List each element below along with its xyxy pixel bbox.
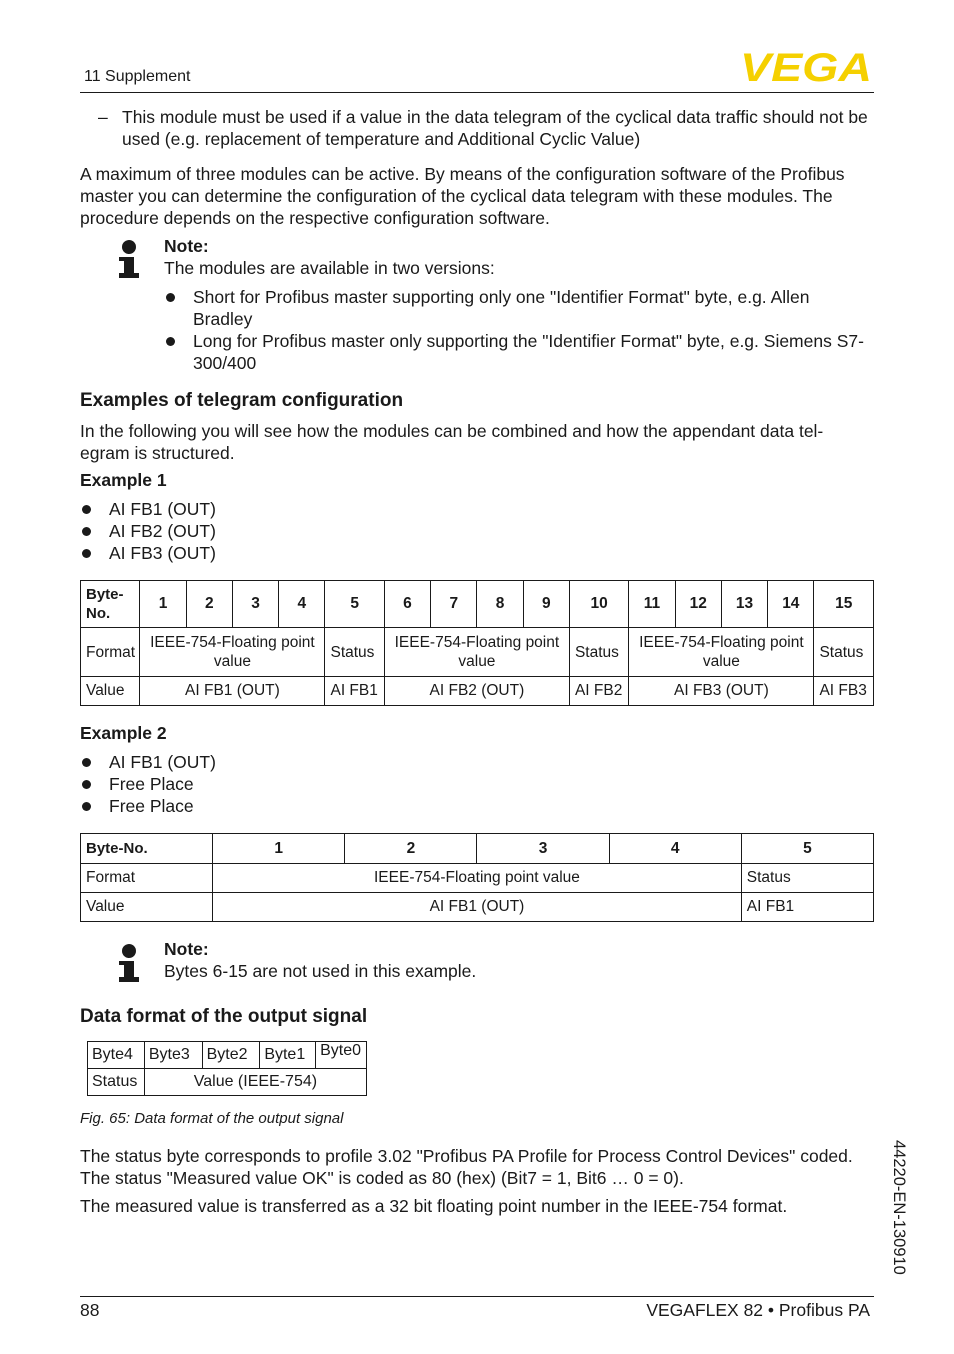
footer-rule [80, 1296, 874, 1297]
example2-table [80, 833, 874, 922]
table-header-row [88, 1042, 367, 1069]
dash-list-item [80, 106, 870, 150]
example1-table [80, 580, 874, 706]
svg-text:VEGA: VEGA [740, 50, 872, 84]
info-icon [119, 240, 139, 280]
list-item: AI FB3 (OUT) [80, 542, 216, 564]
float-cell: IEEE-754-Floating point value [629, 628, 814, 677]
note-bullets [164, 286, 864, 374]
value-cell: AI FB2 [569, 677, 628, 706]
byte-cell: 1 [140, 581, 186, 628]
list-item: Free Place [80, 773, 216, 795]
status-paragraph: The status byte corresponds to profile 3.02 "Profibus PA Profile for Process Control Devices" coded. The status "Measured value OK" is coded as 80 (hex) (Bit7 = 1, Bit6 … 0 = 0). [80, 1146, 853, 1188]
byte-cell: 9 [523, 581, 569, 628]
byte-cell: 3 [232, 581, 278, 628]
format-label: Format [81, 864, 213, 893]
note-title: Note: [164, 236, 209, 256]
value-cell: AI FB2 (OUT) [384, 677, 569, 706]
status-cell: Status [325, 628, 384, 677]
table-header-row [81, 581, 874, 628]
product-name: VEGAFLEX 82 • Profibus PA [646, 1300, 870, 1320]
status-cell: Status [741, 864, 873, 893]
byte-cell: 4 [609, 834, 741, 864]
vega-logo [740, 50, 874, 84]
intro-paragraph: A maximum of three modules can be active. By means of the configuration software of the Profibus master you can determine the configuration of the cyclical data telegram with these modules. The procedure depends on the respective configuration software. [80, 164, 845, 228]
output-heading: Data format of the output signal [80, 1006, 368, 1027]
byte-cell: Byte3 [144, 1042, 202, 1069]
byte-no-label: Byte-No. [81, 834, 213, 864]
document-id: 44220-EN-130910 [890, 1140, 908, 1275]
note-title: Note: [164, 939, 209, 959]
examples-heading: Examples of telegram configuration [80, 390, 404, 411]
value-label: Value [81, 677, 140, 706]
byte-cell: 5 [741, 834, 873, 864]
status-cell: Status [569, 628, 628, 677]
table-row [81, 893, 874, 922]
example1-heading: Example 1 [80, 470, 167, 490]
byte-cell: Byte1 [260, 1042, 316, 1069]
status-cell: Status [88, 1069, 145, 1096]
float-cell: IEEE-754-Floating point value [140, 628, 325, 677]
byte-cell: 1 [213, 834, 345, 864]
status-cell: Status [814, 628, 874, 677]
byte-cell: 10 [569, 581, 628, 628]
info-icon [119, 944, 139, 984]
byte-cell: 5 [325, 581, 384, 628]
page-number: 88 [80, 1300, 100, 1320]
list-item: AI FB1 (OUT) [80, 498, 216, 520]
list-item: Short for Profibus master supporting only one "Identifier Format" byte, e.g. Allen Bradley [164, 286, 864, 330]
value-cell: Value (IEEE-754) [144, 1069, 366, 1096]
section-label: 11 Supplement [84, 68, 191, 85]
value-label: Value [81, 893, 213, 922]
table-row [81, 864, 874, 893]
example2-heading: Example 2 [80, 723, 167, 743]
dash-item-text: This module must be used if a value in the data telegram of the cyclical data traffic should not be used (e.g. replacement of temperature and Additional Cyclic Value) [122, 107, 868, 149]
list-item: Free Place [80, 795, 216, 817]
byte-cell: 13 [721, 581, 767, 628]
float-cell: IEEE-754-Floating point value [213, 864, 742, 893]
example1-list [80, 498, 216, 564]
note-text: The modules are available in two versions: [164, 258, 495, 278]
byte-cell: 4 [279, 581, 325, 628]
table-row [81, 628, 874, 677]
header-rule [80, 92, 874, 93]
examples-intro: In the following you will see how the modules can be combined and how the appendant data tel-egram is structured. [80, 421, 824, 463]
list-item: AI FB1 (OUT) [80, 751, 216, 773]
byte-cell: 7 [431, 581, 477, 628]
byte-cell: 2 [186, 581, 232, 628]
dash-marker: – [98, 107, 108, 127]
table-row [81, 677, 874, 706]
byte-cell: 8 [477, 581, 523, 628]
value-cell: AI FB1 [325, 677, 384, 706]
list-item: Long for Profibus master only supporting the "Identifier Format" byte, e.g. Siemens S7-300/400 [164, 330, 864, 374]
byte-cell: 3 [477, 834, 609, 864]
byte-cell: 12 [675, 581, 721, 628]
float-cell: IEEE-754-Floating point value [384, 628, 569, 677]
byte-cell: 15 [814, 581, 874, 628]
byte-cell: 11 [629, 581, 675, 628]
figure-caption: Fig. 65: Data format of the output signal [80, 1110, 344, 1127]
note-text: Bytes 6-15 are not used in this example. [164, 961, 477, 981]
value-cell: AI FB3 (OUT) [629, 677, 814, 706]
list-item: AI FB2 (OUT) [80, 520, 216, 542]
table-header-row [81, 834, 874, 864]
value-cell: AI FB1 [741, 893, 873, 922]
byte-cell: 6 [384, 581, 430, 628]
value-cell: AI FB1 (OUT) [213, 893, 742, 922]
output-format-table [87, 1041, 367, 1096]
byte-no-label: Byte-No. [81, 581, 140, 628]
value-cell: AI FB3 [814, 677, 874, 706]
value-cell: AI FB1 (OUT) [140, 677, 325, 706]
byte-cell: 14 [768, 581, 814, 628]
byte-cell: Byte4 [88, 1042, 145, 1069]
byte-cell: 2 [345, 834, 477, 864]
format-label: Format [81, 628, 140, 677]
ieee-paragraph: The measured value is transferred as a 32 bit floating point number in the IEEE-754 format. [80, 1196, 788, 1216]
table-row [88, 1069, 367, 1096]
byte-cell: Byte2 [202, 1042, 260, 1069]
example2-list [80, 751, 216, 817]
byte-cell: Byte0 [316, 1042, 367, 1069]
